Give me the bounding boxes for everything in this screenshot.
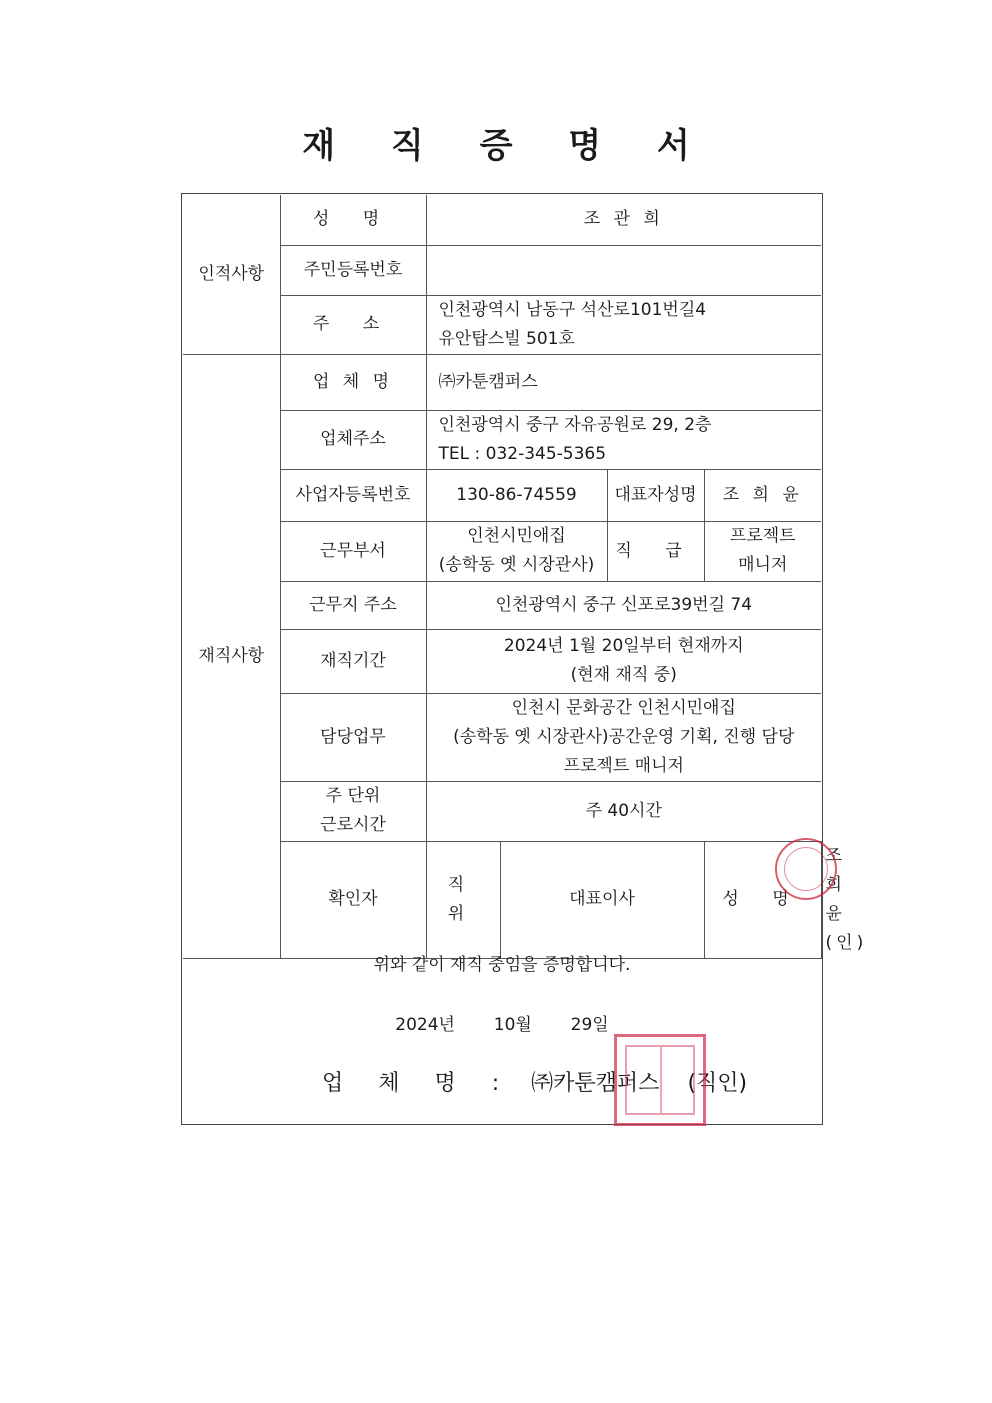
name-label: 성 명 [280, 195, 426, 245]
bizno-value: 130-86-74559 [426, 469, 607, 521]
ceo-value: 조 희 윤 [704, 469, 821, 521]
issuer-colon: : [491, 1071, 500, 1096]
personal-section-label: 인적사항 [183, 195, 280, 354]
address-label: 주 소 [280, 295, 426, 354]
confirm-title-label: 직 위 [426, 841, 500, 958]
rank-label: 직 급 [607, 521, 704, 581]
duty-label: 담당업무 [280, 693, 426, 781]
confirm-name-label: 성 명 [704, 841, 821, 958]
company-phone: TEL : 032-345-5365 [438, 443, 607, 464]
dept-line-2: (송학동 옛 시장관사) [438, 555, 595, 575]
name-value: 조 관 희 [426, 195, 821, 245]
dept-value [426, 521, 607, 581]
confirm-title-value: 대표이사 [500, 841, 704, 958]
bizno-label: 사업자등록번호 [280, 469, 426, 521]
issuer-label: 업 체 명 [322, 1071, 470, 1096]
period-label: 재직기간 [280, 629, 426, 693]
issuer-company: ㈜카툰캠퍼스 [531, 1071, 660, 1096]
workplace-label: 근무지 주소 [280, 581, 426, 629]
ceo-label: 대표자성명 [607, 469, 704, 521]
period-value [426, 629, 821, 693]
rank-line-2: 매니저 [738, 555, 788, 575]
employment-section-label: 재직사항 [183, 354, 280, 958]
address-value [426, 295, 821, 354]
issue-day: 29일 [570, 1015, 609, 1035]
period-line-2: (현재 재직 중) [570, 665, 677, 685]
dept-label: 근무부서 [280, 521, 426, 581]
hours-label-line-1: 주 단위 [325, 786, 381, 806]
company-value: ㈜카툰캠퍼스 [426, 354, 821, 410]
hours-label [280, 781, 426, 841]
hours-value: 주 40시간 [426, 781, 821, 841]
document-title: 재 직 증 명 서 [302, 126, 712, 166]
issue-date [183, 1010, 821, 1035]
confirm-label: 확인자 [280, 841, 426, 958]
rrn-value [426, 245, 821, 295]
duty-line-2: (송학동 옛 시장관사)공간운영 기획, 진행 담당 [453, 726, 795, 747]
ceo-seal-stamp [775, 838, 837, 900]
issue-month: 10월 [493, 1015, 532, 1035]
company-seal-stamp [614, 1034, 706, 1126]
dept-line-1: 인천시민애집 [467, 526, 566, 546]
period-line-1: 2024년 1월 20일부터 현재까지 [503, 636, 744, 656]
company-address-line-1: 인천광역시 중구 자유공원로 29, 2층 [438, 414, 712, 435]
rank-line-1: 프로젝트 [729, 526, 796, 546]
duty-line-1: 인천시 문화공간 인천시민애집 [511, 697, 736, 718]
rank-value [704, 521, 821, 581]
company-address-value [426, 410, 821, 469]
certification-statement: 위와 같이 재직 중임을 증명합니다. [373, 955, 631, 975]
issue-year: 2024년 [395, 1015, 455, 1035]
address-line-1: 인천광역시 남동구 석산로101번길4 [438, 299, 707, 320]
issuer-seal-text: (직인) [687, 1071, 748, 1096]
company-label: 업 체 명 [280, 354, 426, 410]
duty-value [426, 693, 821, 781]
workplace-value: 인천광역시 중구 신포로39번길 74 [426, 581, 821, 629]
hours-label-line-2: 근로시간 [320, 815, 386, 835]
duty-line-3: 프로젝트 매니저 [563, 755, 684, 776]
certificate-table: 인적사항 성 명 조 관 희 주민등록번호 주 소 인천광역시 남동구 석산로101번길4 유안탑스빌 501호 재직사항 업 체 명 ㈜카툰캠퍼스 업체주소 인천광역시 중구 자유공원로 29, 2층 TEL : 032-345-5365 사업자등록번호 130-86-74559 대표자성명 조 희 윤 근무부서 인천시민애집 (송학동 옛 시장관사) 직 급 프로젝트 매니저 근무지 주소 인천광역시 중구 신포로39번길 74 재직기간 2024년 1월 20일부터 현재까지 (현재 재직 중) 담당업무 인천시 문화공간 인천시민애집 (송학동 옛 시장관사)공간운영 기획, 진행 담당 프로젝트 매니저 주 단위 근로시간 주 40시간 확인자 직 위 대표이사 성 명 조 희 윤(인) [183, 195, 821, 959]
company-address-label: 업체주소 [280, 410, 426, 469]
address-line-2: 유안탑스빌 501호 [438, 328, 575, 349]
rrn-label: 주민등록번호 [280, 245, 426, 295]
